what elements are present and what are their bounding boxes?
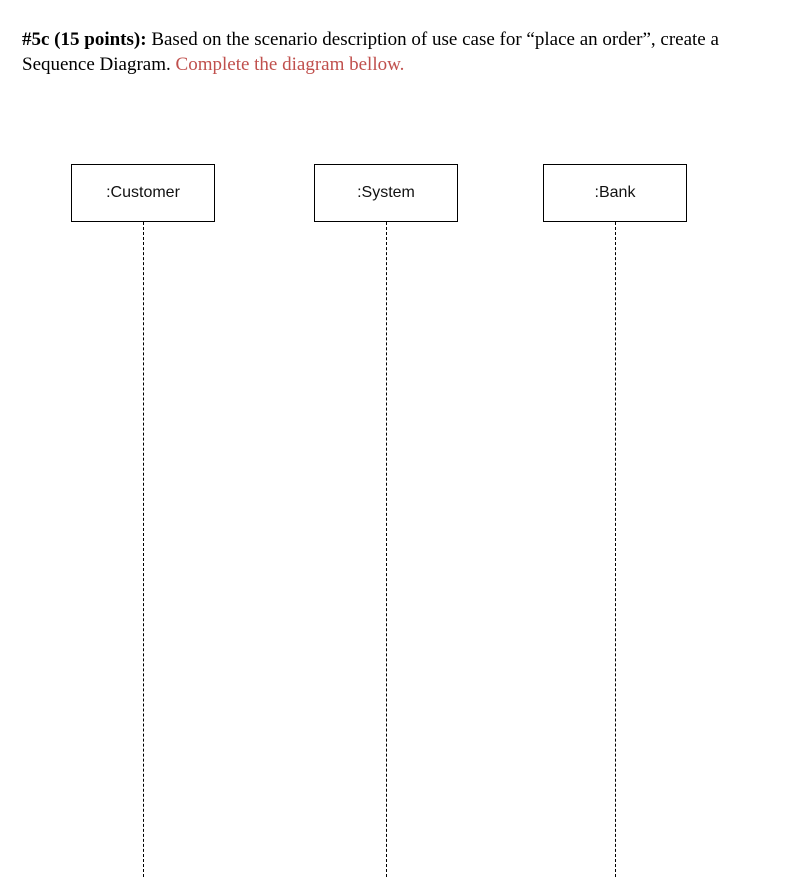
- question-number: #5c (15 points):: [22, 29, 147, 50]
- lifeline-system-box: [314, 164, 458, 222]
- lifeline-customer-box: [71, 164, 215, 222]
- lifeline-bank-label: :Bank: [594, 184, 636, 201]
- lifeline-customer: [71, 164, 215, 222]
- question-body: Based on the scenario description of use case for “place an order”, create a Sequence Diagram.: [22, 29, 719, 75]
- question-text: [22, 27, 762, 77]
- lifeline-bank-box: [543, 164, 687, 222]
- lifeline-bank-dashed-line: [615, 222, 616, 877]
- lifeline-system: [314, 164, 458, 222]
- lifeline-system-label: :System: [357, 184, 415, 201]
- lifeline-customer-dashed-line: [143, 222, 144, 877]
- lifeline-customer-label: :Customer: [106, 184, 180, 201]
- lifeline-system-dashed-line: [386, 222, 387, 877]
- lifeline-bank: [543, 164, 687, 222]
- question-instruction: Complete the diagram bellow.: [175, 54, 405, 75]
